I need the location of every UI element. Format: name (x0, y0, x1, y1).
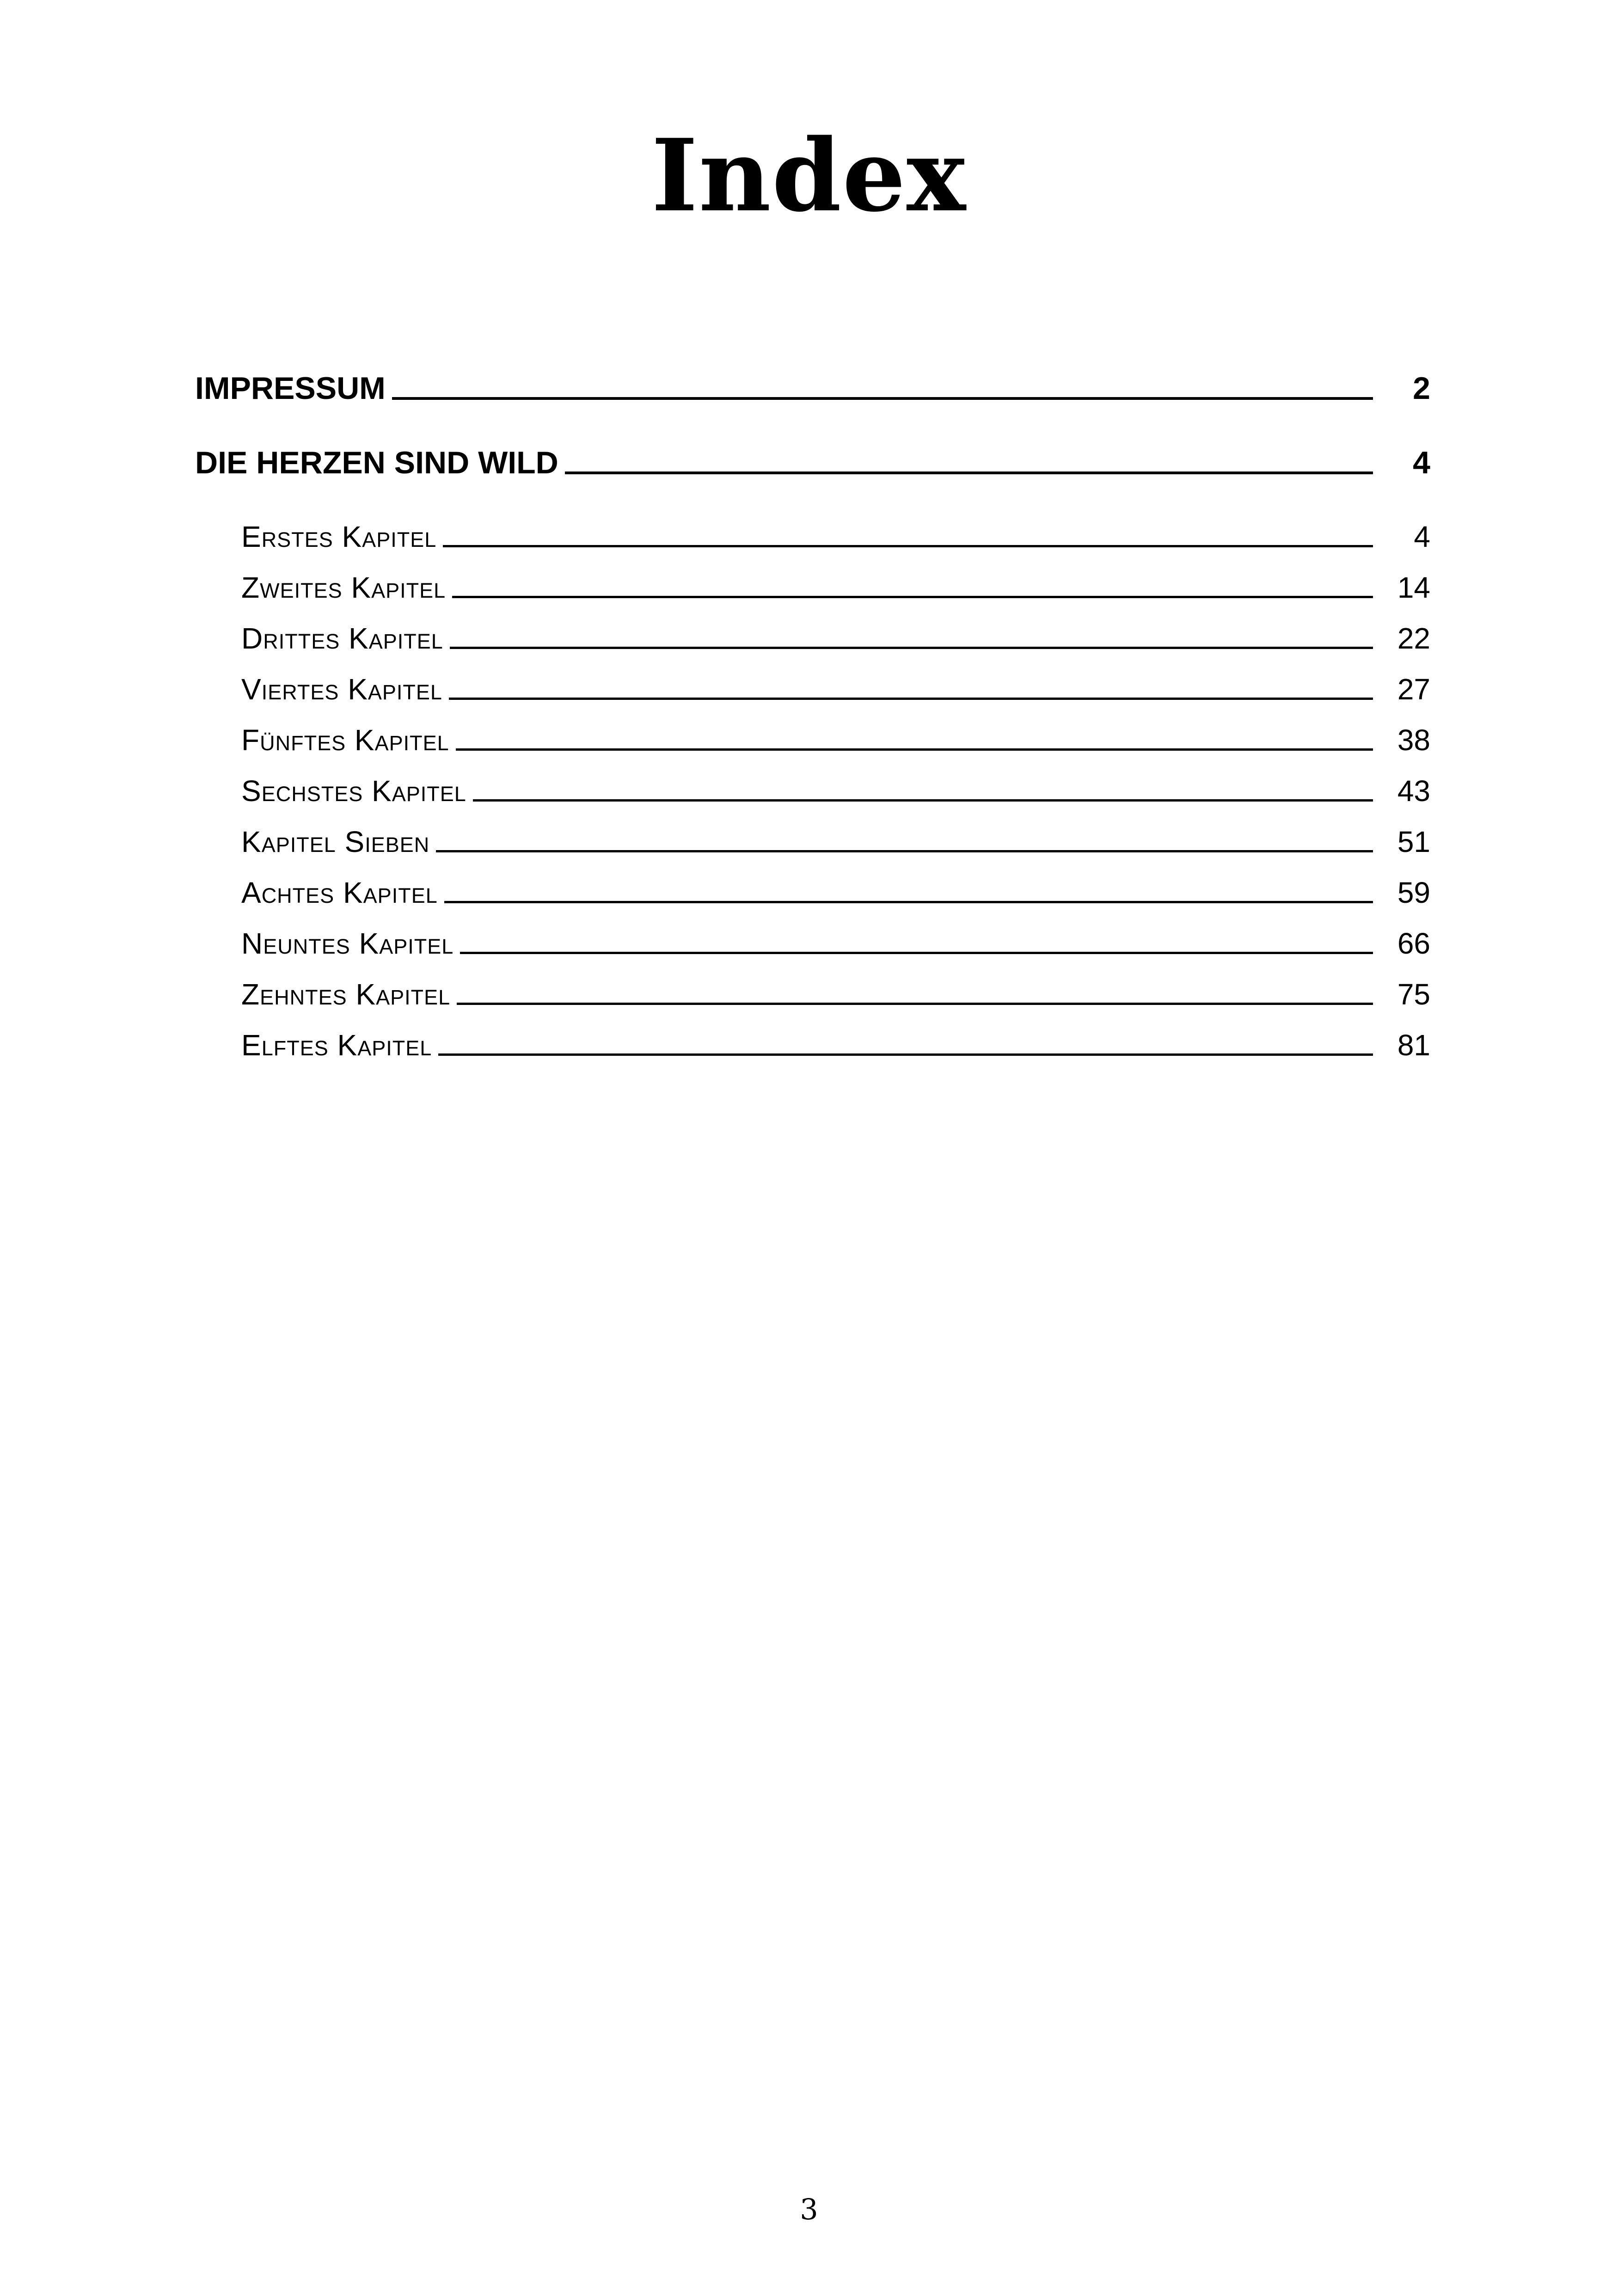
toc-entry-erstes-kapitel[interactable] (241, 516, 1430, 557)
toc-entry-impressum[interactable] (195, 367, 1430, 409)
toc-page-number: 4 (1414, 520, 1430, 553)
toc-page-number: 75 (1397, 978, 1430, 1011)
toc-leader-line (392, 397, 1373, 400)
toc-entry-zehntes-kapitel[interactable] (241, 974, 1430, 1015)
toc-entry-label: Zweites Kapitel (241, 571, 446, 604)
toc-entry-die-herzen-sind-wild[interactable] (195, 442, 1430, 484)
toc-leader-line (444, 901, 1373, 903)
toc-entry-label: Elftes Kapitel (241, 1029, 432, 1062)
toc-page-number: 27 (1397, 673, 1430, 706)
footer-page-number: 3 (800, 2192, 818, 2226)
toc-page-number: 22 (1397, 622, 1430, 655)
toc-page-number: 4 (1413, 445, 1430, 480)
toc-leader-line (473, 799, 1373, 802)
toc-page-number: 66 (1397, 927, 1430, 960)
toc-leader-line (460, 952, 1373, 954)
toc-entry-viertes-kapitel[interactable] (241, 668, 1430, 710)
toc-leader-line (443, 545, 1373, 547)
toc-entry-zweites-kapitel[interactable] (241, 567, 1430, 608)
toc-page-number: 38 (1397, 723, 1430, 757)
toc-page-number: 51 (1397, 825, 1430, 858)
toc-page-number: 81 (1397, 1029, 1430, 1062)
toc-page-number: 14 (1397, 571, 1430, 604)
toc-entry-elftes-kapitel[interactable] (241, 1024, 1430, 1066)
toc-entry-label: Zehntes Kapitel (241, 978, 451, 1011)
toc-page-number: 43 (1397, 774, 1430, 808)
toc-leader-line (438, 1053, 1373, 1056)
toc-entry-kapitel-sieben[interactable] (241, 821, 1430, 863)
toc-page-number: 59 (1397, 876, 1430, 909)
toc-page-number: 2 (1413, 371, 1430, 406)
toc-leader-line (452, 596, 1373, 598)
toc-leader-line (456, 748, 1373, 751)
toc-leader-line (450, 647, 1373, 649)
toc-entry-label: IMPRESSUM (195, 371, 386, 406)
page-title: Index (651, 117, 967, 234)
toc-entry-label: Kapitel Sieben (241, 825, 430, 858)
toc-entry-label: Drittes Kapitel (241, 622, 443, 655)
toc-entry-label: Viertes Kapitel (241, 673, 442, 706)
toc-leader-line (436, 850, 1373, 852)
toc-entry-fuenftes-kapitel[interactable] (241, 719, 1430, 761)
toc-entry-label: Sechstes Kapitel (241, 774, 466, 808)
toc-entry-drittes-kapitel[interactable] (241, 618, 1430, 659)
toc-leader-line (565, 471, 1373, 474)
toc-entry-neuntes-kapitel[interactable] (241, 923, 1430, 964)
toc-entry-label: Erstes Kapitel (241, 520, 437, 553)
toc-entry-achtes-kapitel[interactable] (241, 872, 1430, 913)
toc-entry-label: Fünftes Kapitel (241, 723, 449, 757)
toc-entry-label: Achtes Kapitel (241, 876, 438, 909)
toc-entry-label: Neuntes Kapitel (241, 927, 454, 960)
toc-leader-line (457, 1003, 1373, 1005)
toc-entry-sechstes-kapitel[interactable] (241, 770, 1430, 812)
toc-entry-label: DIE HERZEN SIND WILD (195, 445, 558, 480)
toc-leader-line (449, 698, 1373, 700)
